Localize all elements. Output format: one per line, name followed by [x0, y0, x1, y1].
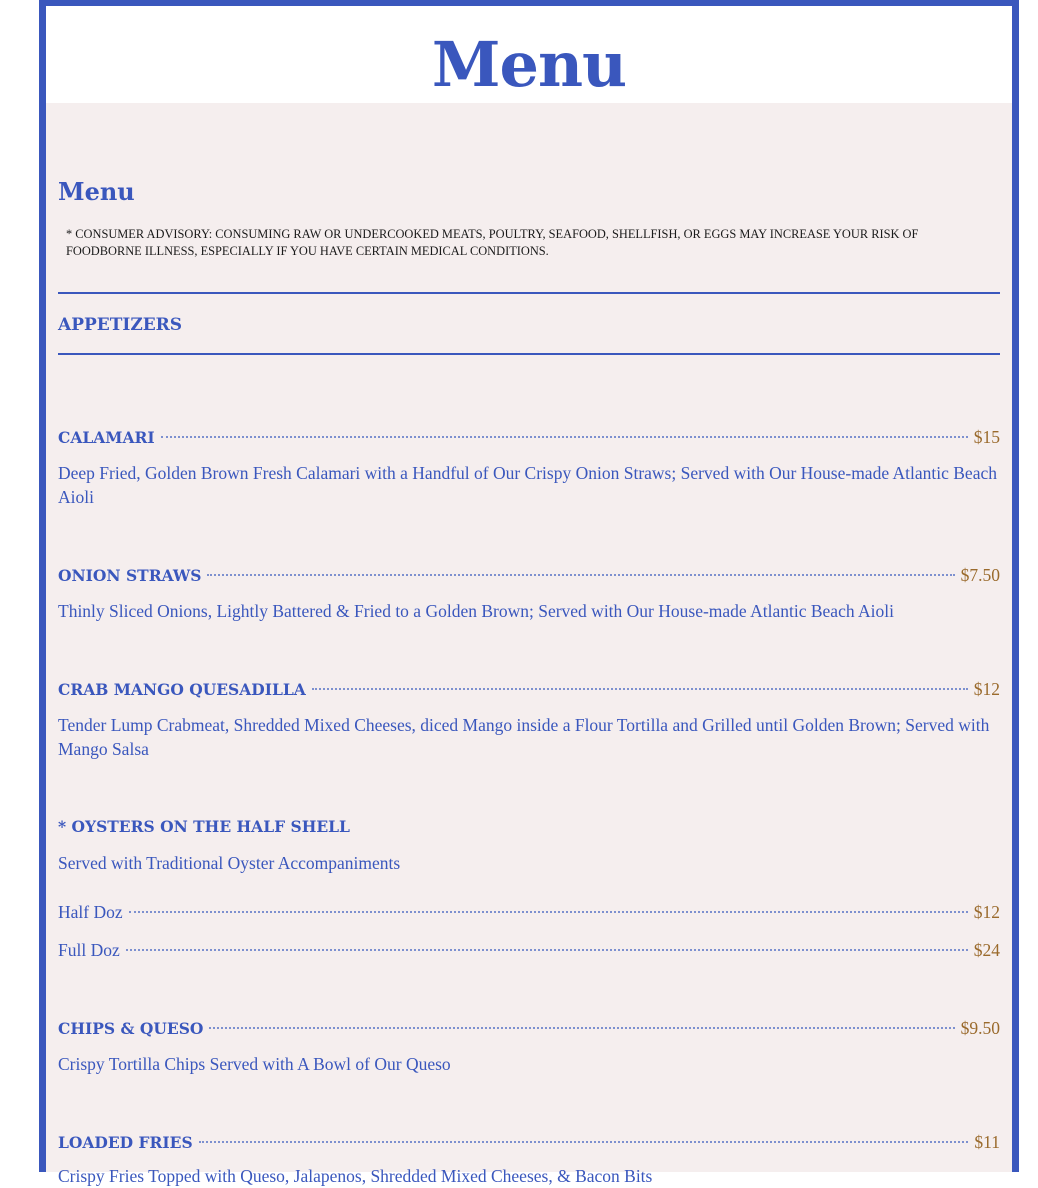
- menu-item-price: $11: [974, 1132, 1000, 1152]
- menu-item-price: $9.50: [960, 1018, 1000, 1038]
- menu-item-row: [58, 425, 1000, 449]
- menu-item-price: $12: [973, 679, 1000, 699]
- dot-leader: [207, 574, 954, 576]
- menu-item-name: CRAB MANGO QUESADILLA: [58, 680, 306, 699]
- category-rule-top: [58, 292, 1000, 294]
- menu-item-price: $15: [973, 427, 1000, 447]
- dot-leader: [209, 1027, 954, 1029]
- menu-item-name: LOADED FRIES: [58, 1133, 193, 1152]
- menu-option-name: Half Doz: [58, 902, 123, 922]
- menu-item-description: Crispy Tortilla Chips Served with A Bowl of Our Queso: [58, 1054, 451, 1074]
- menu-item-description: Crispy Fries Topped with Queso, Jalapenos, Shredded Mixed Cheeses, & Bacon Bits: [58, 1166, 653, 1186]
- dot-leader: [199, 1141, 969, 1143]
- menu-item-name: ONION STRAWS: [58, 566, 202, 585]
- menu-item-row: [58, 1130, 1000, 1154]
- menu-option-price: $24: [973, 940, 1000, 960]
- menu-item-name: * OYSTERS ON THE HALF SHELL: [58, 817, 350, 836]
- dot-leader: [129, 911, 968, 913]
- menu-item-row: [58, 677, 1000, 701]
- menu-item-row: [58, 1016, 1000, 1040]
- consumer-advisory: * CONSUMER ADVISORY: CONSUMING RAW OR UNDERCOOKED MEATS, POULTRY, SEAFOOD, SHELLFISH, OR EGGS MAY INCREASE YOUR RISK OF FOODBORNE ILLNESS, ESPECIALLY IF YOU HAVE CERTAIN MEDICAL CONDITIONS.: [66, 227, 919, 258]
- menu-item-row: [58, 563, 1000, 587]
- hero-banner: [46, 6, 1012, 103]
- menu-item-price: $7.50: [960, 565, 1000, 585]
- dot-leader: [126, 949, 968, 951]
- hero-title: Menu: [431, 28, 627, 101]
- menu-item-description: Served with Traditional Oyster Accompaniments: [58, 853, 401, 873]
- menu-option-row: [58, 938, 1000, 962]
- section-heading: Menu: [58, 177, 135, 206]
- menu-option-price: $12: [973, 902, 1000, 922]
- menu-item-row: [58, 815, 1000, 839]
- menu-option-name: Full Doz: [58, 940, 120, 960]
- category-heading: APPETIZERS: [58, 315, 183, 335]
- dot-leader: [161, 436, 968, 438]
- menu-item-description: Tender Lump Crabmeat, Shredded Mixed Cheeses, diced Mango inside a Flour Tortilla and Grilled until Golden Brown; Served with Mango Salsa: [58, 715, 990, 759]
- menu-item-name: CHIPS & QUESO: [58, 1019, 204, 1038]
- menu-item-name: CALAMARI: [58, 428, 155, 447]
- menu-item-description: Deep Fried, Golden Brown Fresh Calamari with a Handful of Our Crispy Onion Straws; Served with Our House-made Atlantic Beach Aioli: [58, 463, 997, 507]
- menu-item-description: Thinly Sliced Onions, Lightly Battered & Fried to a Golden Brown; Served with Our House-made Atlantic Beach Aioli: [58, 601, 894, 621]
- category-rule-bottom: [58, 353, 1000, 355]
- menu-frame: [39, 0, 1019, 1186]
- menu-option-row: [58, 900, 1000, 924]
- dot-leader: [312, 688, 968, 690]
